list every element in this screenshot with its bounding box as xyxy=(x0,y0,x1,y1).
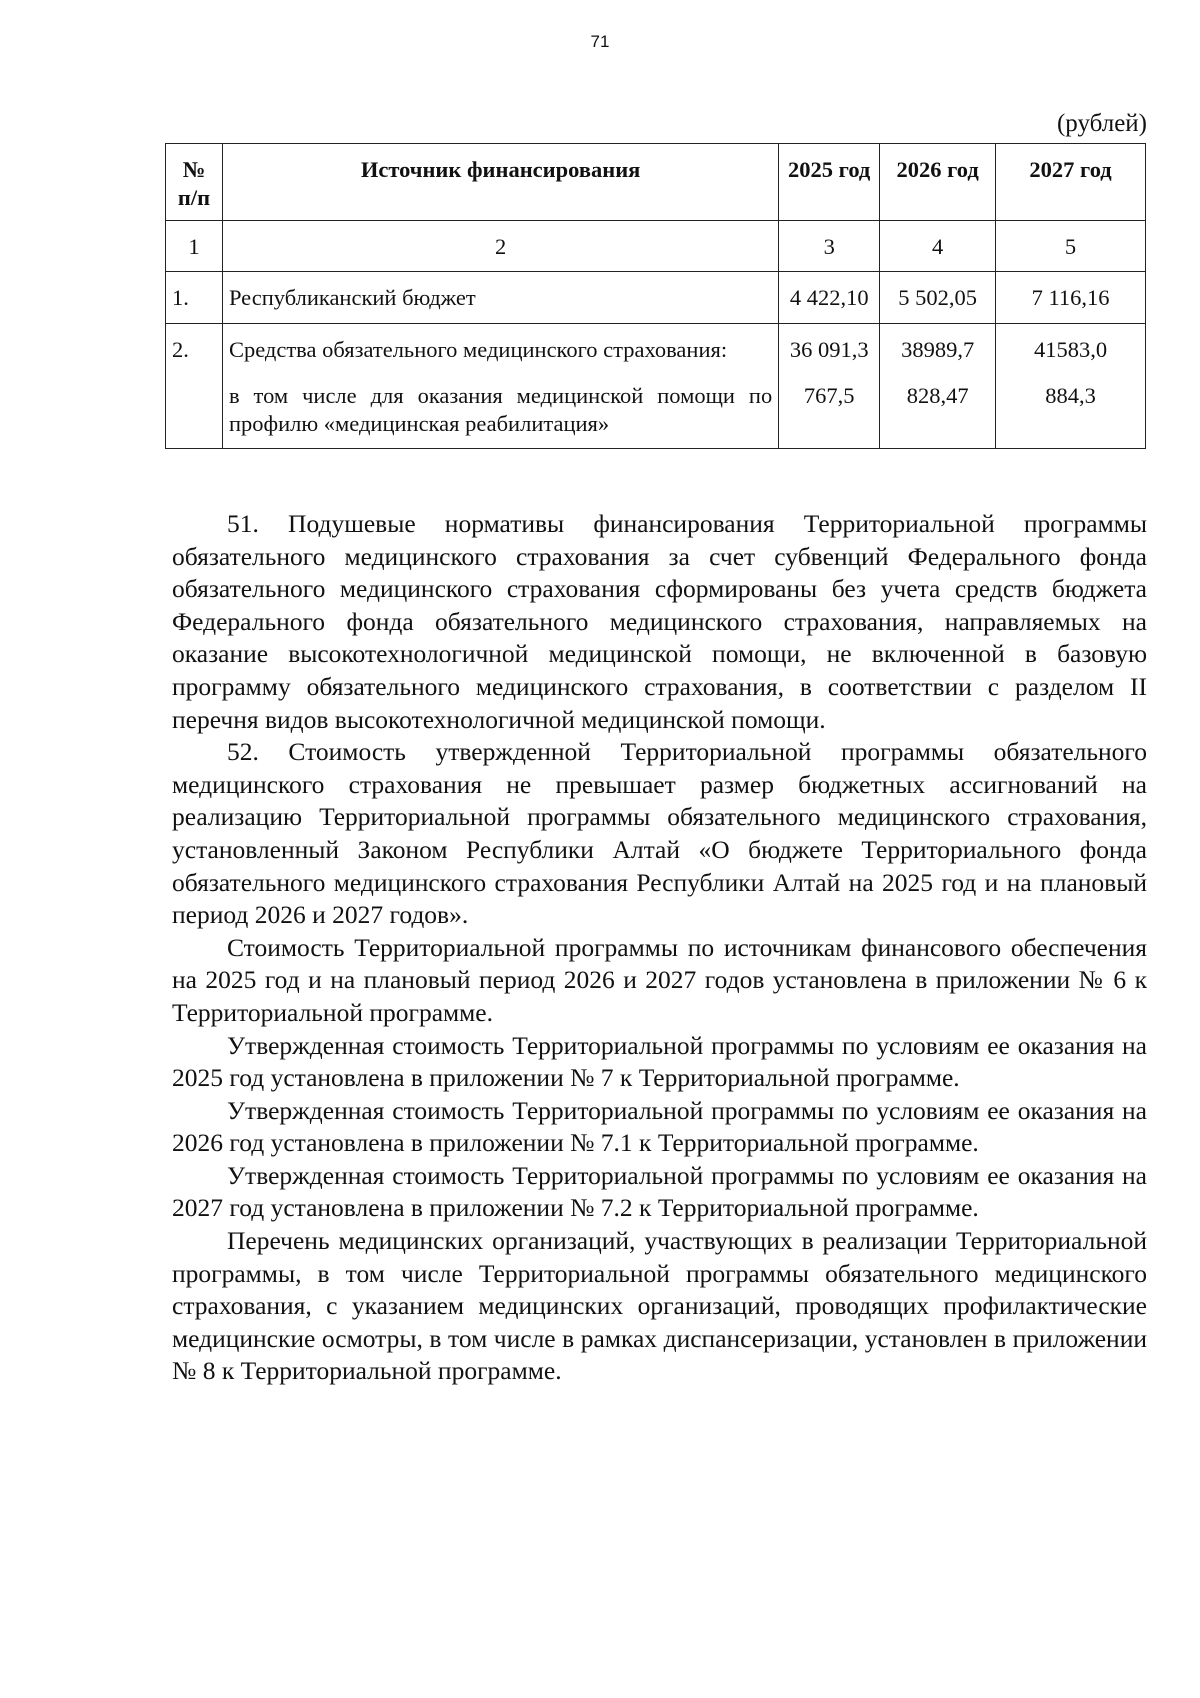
column-number: 1 xyxy=(166,221,223,272)
row-value-2025: 36 091,3 xyxy=(779,323,880,374)
body-text xyxy=(172,508,1147,1388)
paragraph-52: 52. Стоимость утвержденной Территориальной программы обязательного медицинского страхования не превышает размер бюджетных ассигнований на реализацию Территориальной программы обязательного медицинского страхования, установленный Законом Республики Алтай «О бюджете Территориального фонда обязательного медицинского страхования Республики Алтай на 2025 год и на плановый период 2026 и 2027 годов». xyxy=(172,737,1147,930)
paragraph: Утвержденная стоимость Территориальной программы по условиям ее оказания на 2026 год установлена в приложении № 7.1 к Территориальной программе. xyxy=(172,1095,1147,1158)
paragraph: Перечень медицинских организаций, участвующих в реализации Территориальной программы, в том числе Территориальной программы обязательного медицинского страхования, с указанием медицинских организаций, проводящих профилактические медицинские осмотры, в том числе в рамках диспансеризации, установлен в приложении № 8 к Территориальной программе. xyxy=(172,1226,1147,1386)
page-number: 71 xyxy=(590,32,610,51)
header-source: Источник финансирования xyxy=(222,144,778,221)
row-num: 2. xyxy=(166,323,223,374)
row-value-2027: 884,3 xyxy=(996,374,1146,449)
paragraph: Утвержденная стоимость Территориальной программы по условиям ее оказания на 2025 год установлена в приложении № 7 к Территориальной программе. xyxy=(172,1030,1147,1093)
header-2027: 2027 год xyxy=(996,144,1146,221)
row-value-2026: 38989,7 xyxy=(880,323,996,374)
table-units-label: (рублей) xyxy=(1056,110,1147,137)
row-source: Республиканский бюджет xyxy=(222,272,778,323)
row-source: Средства обязательного медицинского страхования: xyxy=(222,323,778,374)
column-number: 2 xyxy=(222,221,778,272)
column-number: 5 xyxy=(996,221,1146,272)
row-value-2025: 767,5 xyxy=(779,374,880,449)
row-value-2025: 4 422,10 xyxy=(779,272,880,323)
paragraph: Утвержденная стоимость Территориальной программы по условиям ее оказания на 2027 год установлена в приложении № 7.2 к Территориальной программе. xyxy=(172,1160,1147,1223)
header-num: № п/п xyxy=(166,144,223,221)
row-value-2027: 7 116,16 xyxy=(996,272,1146,323)
financing-table xyxy=(165,143,1146,449)
row-value-2026: 828,47 xyxy=(880,374,996,449)
row-num xyxy=(166,374,223,449)
column-number: 3 xyxy=(779,221,880,272)
row-num: 1. xyxy=(166,272,223,323)
paragraph-51: 51. Подушевые нормативы финансирования Территориальной программы обязательного медицинского страхования за счет субвенций Федерального фонда обязательного медицинского страхования сформированы без учета средств бюджета Федерального фонда обязательного медицинского страхования, направляемых на оказание высокотехнологичной медицинской помощи, не включенной в базовую программу обязательного медицинского страхования, в соответствии с разделом II перечня видов высокотехнологичной медицинской помощи. xyxy=(172,509,1147,734)
column-number: 4 xyxy=(880,221,996,272)
paragraph: Стоимость Территориальной программы по источникам финансового обеспечения на 2025 год и на плановый период 2026 и 2027 годов установлена в приложении № 6 к Территориальной программе. xyxy=(172,932,1147,1027)
row-source: в том числе для оказания медицинской помощи по профилю «медицинская реабилитация» xyxy=(222,374,778,449)
column-number-row xyxy=(166,221,1146,272)
header-2026: 2026 год xyxy=(880,144,996,221)
table-subrow xyxy=(166,374,1146,449)
row-value-2026: 5 502,05 xyxy=(880,272,996,323)
table-row xyxy=(166,272,1146,323)
table-header-row xyxy=(166,144,1146,221)
row-value-2027: 41583,0 xyxy=(996,323,1146,374)
header-2025: 2025 год xyxy=(779,144,880,221)
table-row xyxy=(166,323,1146,374)
